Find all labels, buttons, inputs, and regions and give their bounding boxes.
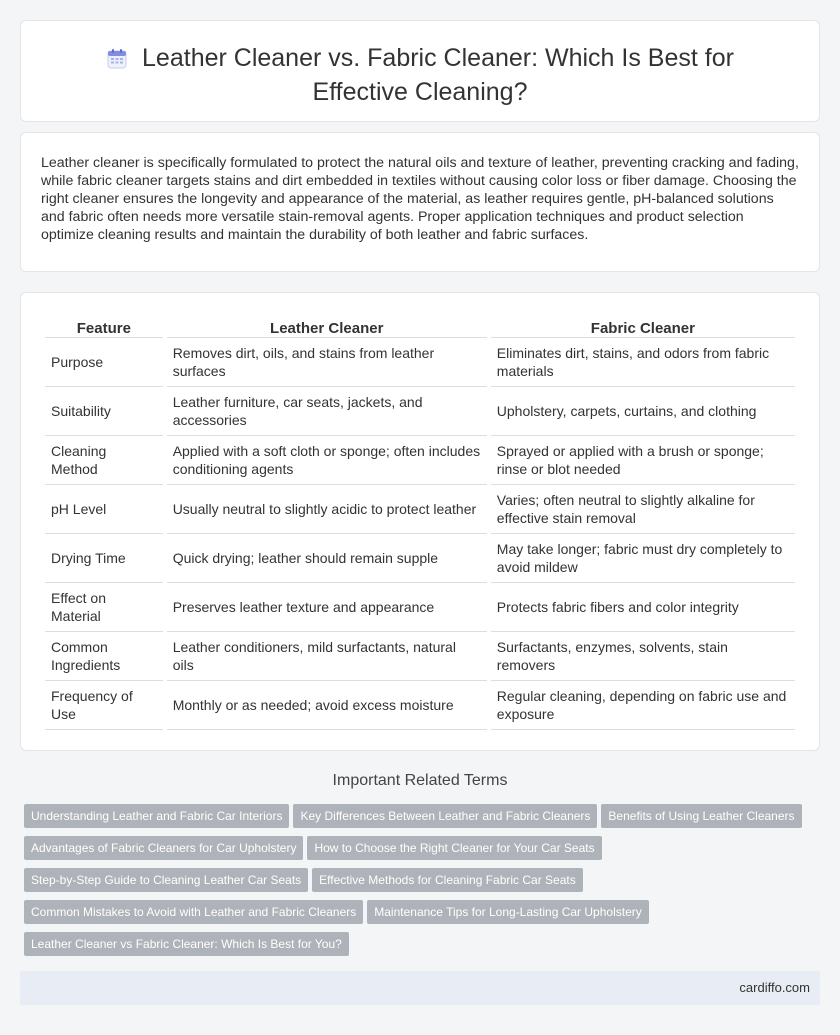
feature-cell: Purpose — [45, 338, 163, 387]
related-term-link[interactable]: Key Differences Between Leather and Fabric Cleaners — [293, 804, 597, 828]
related-term-link[interactable]: How to Choose the Right Cleaner for Your Car Seats — [307, 836, 601, 860]
table-row — [45, 632, 795, 681]
footer — [20, 971, 820, 1005]
feature-cell: Common Ingredients — [45, 632, 163, 681]
leather-cell: Leather furniture, car seats, jackets, and accessories — [167, 387, 487, 436]
comparison-table — [41, 315, 799, 730]
table-row — [45, 534, 795, 583]
related-term-link[interactable]: Understanding Leather and Fabric Car Interiors — [24, 804, 289, 828]
leather-cell: Quick drying; leather should remain supple — [167, 534, 487, 583]
table-row — [45, 387, 795, 436]
related-term-link[interactable]: Benefits of Using Leather Cleaners — [601, 804, 801, 828]
leather-cell: Preserves leather texture and appearance — [167, 583, 487, 632]
fabric-cell: Surfactants, enzymes, solvents, stain removers — [491, 632, 795, 681]
table-row — [45, 583, 795, 632]
comparison-table-card — [20, 292, 820, 751]
table-row — [45, 485, 795, 534]
page-title-wrap — [61, 43, 779, 107]
page-title: Leather Cleaner vs. Fabric Cleaner: Which Is Best for Effective Cleaning? — [142, 44, 734, 106]
footer-site-link[interactable]: cardiffo.com — [739, 980, 810, 995]
intro-card — [20, 132, 820, 272]
feature-cell: Frequency of Use — [45, 681, 163, 730]
column-header-fabric: Fabric Cleaner — [491, 315, 795, 338]
table-header-row — [45, 315, 795, 338]
table-row — [45, 338, 795, 387]
table-row — [45, 436, 795, 485]
header-card — [20, 20, 820, 122]
feature-cell: Drying Time — [45, 534, 163, 583]
leather-cell: Monthly or as needed; avoid excess moisture — [167, 681, 487, 730]
related-term-link[interactable]: Step-by-Step Guide to Cleaning Leather Car Seats — [24, 868, 308, 892]
fabric-cell: Protects fabric fibers and color integrity — [491, 583, 795, 632]
related-term-link[interactable]: Leather Cleaner vs Fabric Cleaner: Which Is Best for You? — [24, 932, 349, 956]
feature-cell: pH Level — [45, 485, 163, 534]
column-header-feature: Feature — [45, 315, 163, 338]
leather-cell: Removes dirt, oils, and stains from leather surfaces — [167, 338, 487, 387]
related-term-link[interactable]: Maintenance Tips for Long-Lasting Car Upholstery — [367, 900, 648, 924]
column-header-leather: Leather Cleaner — [167, 315, 487, 338]
leather-cell: Usually neutral to slightly acidic to protect leather — [167, 485, 487, 534]
fabric-cell: Upholstery, carpets, curtains, and clothing — [491, 387, 795, 436]
table-row — [45, 681, 795, 730]
fabric-cell: Regular cleaning, depending on fabric use and exposure — [491, 681, 795, 730]
calendar-icon — [106, 47, 128, 77]
related-terms-heading: Important Related Terms — [332, 772, 508, 789]
related-term-link[interactable]: Advantages of Fabric Cleaners for Car Upholstery — [24, 836, 303, 860]
related-term-link[interactable]: Effective Methods for Cleaning Fabric Car Seats — [312, 868, 583, 892]
related-term-link[interactable]: Common Mistakes to Avoid with Leather and Fabric Cleaners — [24, 900, 363, 924]
fabric-cell: May take longer; fabric must dry completely to avoid mildew — [491, 534, 795, 583]
leather-cell: Leather conditioners, mild surfactants, natural oils — [167, 632, 487, 681]
fabric-cell: Varies; often neutral to slightly alkaline for effective stain removal — [491, 485, 795, 534]
feature-cell: Cleaning Method — [45, 436, 163, 485]
fabric-cell: Sprayed or applied with a brush or sponge; rinse or blot needed — [491, 436, 795, 485]
intro-text: Leather cleaner is specifically formulated to protect the natural oils and texture of leather, preventing cracking and fading, while fabric cleaner targets stains and dirt embedded in textiles without causing color loss or fiber damage. Choosing the right cleaner ensures the longevity and appearance of the material, as leather requires gentle, pH-balanced solutions and fabric often needs more versatile stain-removal agents. Proper application techniques and product selection optimize cleaning results and maintain the durability of both leather and fabric surfaces. — [41, 155, 799, 243]
feature-cell: Effect on Material — [45, 583, 163, 632]
fabric-cell: Eliminates dirt, stains, and odors from fabric materials — [491, 338, 795, 387]
leather-cell: Applied with a soft cloth or sponge; often includes conditioning agents — [167, 436, 487, 485]
related-terms-list — [24, 804, 824, 964]
feature-cell: Suitability — [45, 387, 163, 436]
